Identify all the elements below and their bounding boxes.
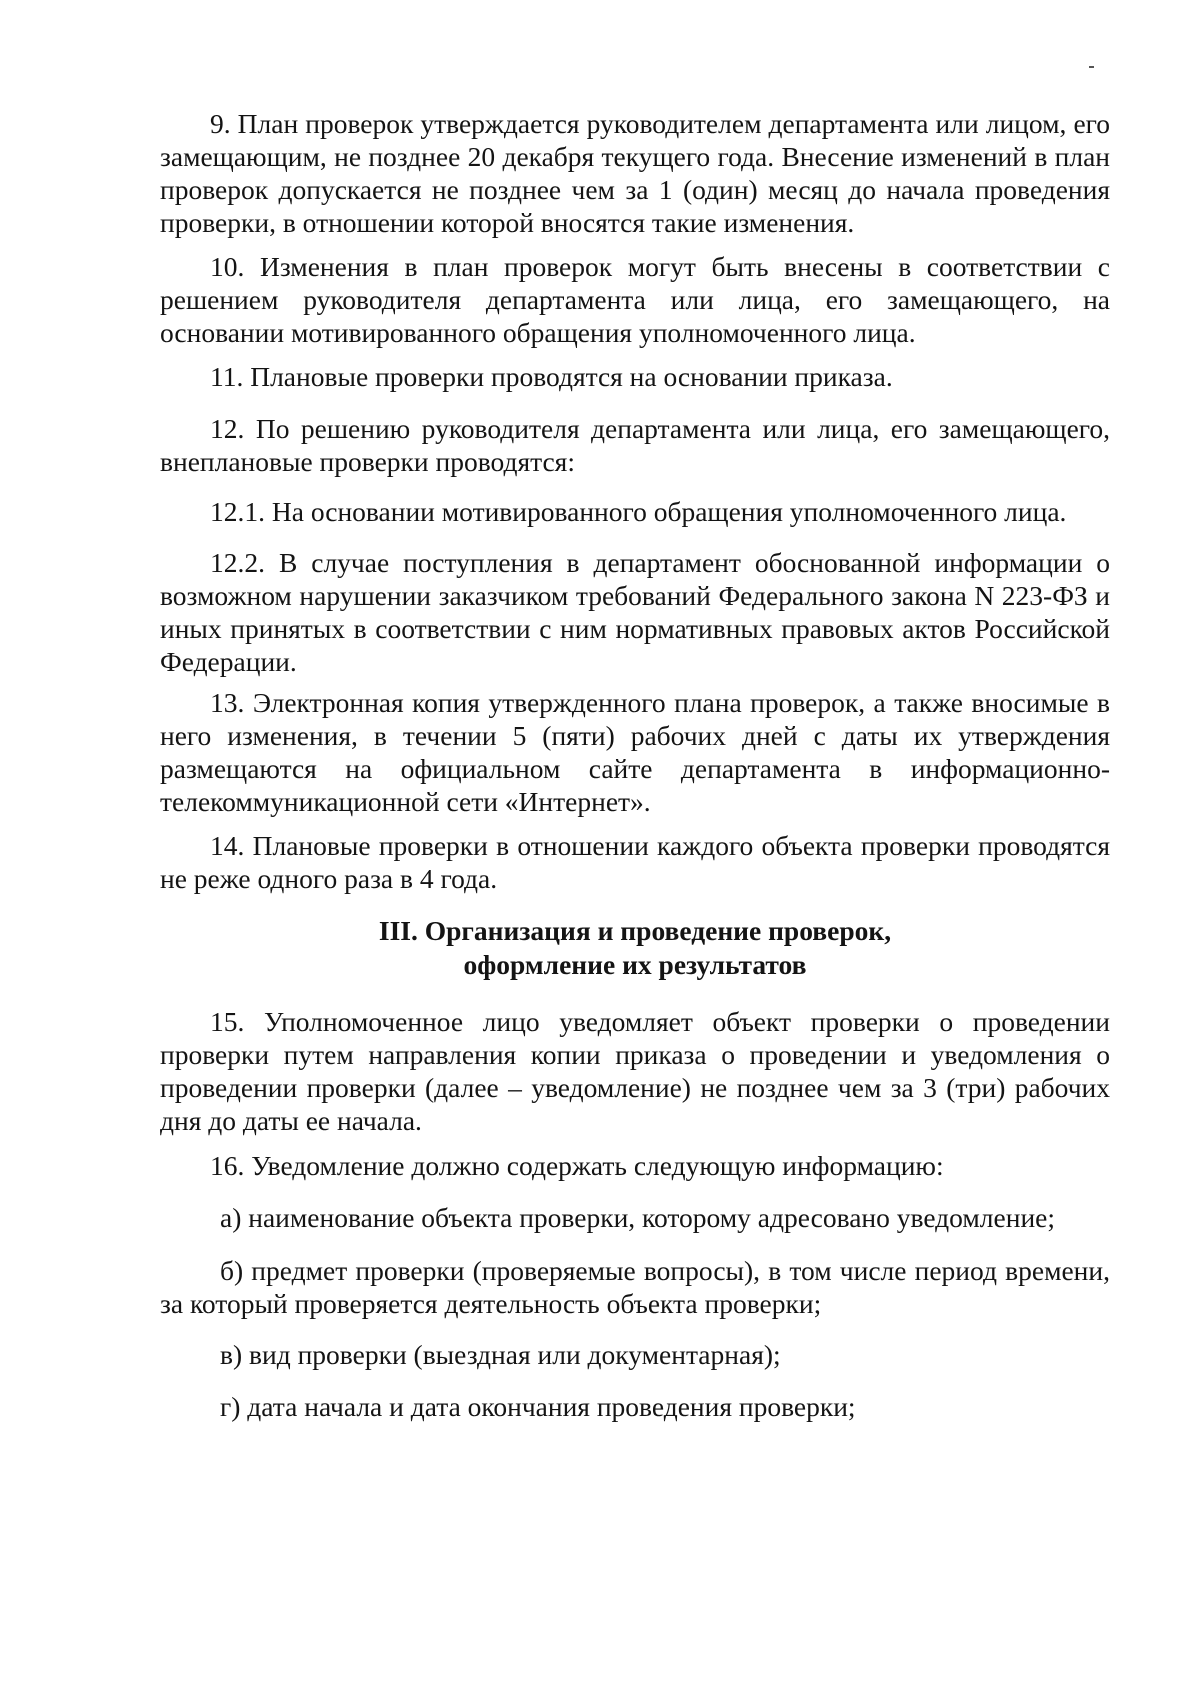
paragraph-15: 15. Уполномоченное лицо уведомляет объект проверки о проведении проверки путем направления копии приказа о проведении и уведомления о проведении проверки (далее – уведомление) не позднее чем за 3 (три) рабочих дня до даты ее начала. bbox=[160, 1006, 1110, 1136]
paragraph-12-2: 12.2. В случае поступления в департамент обоснованной информации о возможном нарушении заказчиком требований Федерального закона N 223-ФЗ и иных принятых в соответствии с ним нормативных правовых актов Российской Федерации. bbox=[160, 547, 1110, 677]
paragraph-11: 11. Плановые проверки проводятся на основании приказа. bbox=[210, 361, 893, 392]
list-item-v: в) вид проверки (выездная или документарная); bbox=[220, 1339, 781, 1370]
paragraph-12-1: 12.1. На основании мотивированного обращения уполномоченного лица. bbox=[210, 496, 1067, 527]
paragraph-16: 16. Уведомление должно содержать следующую информацию: bbox=[210, 1150, 944, 1181]
scan-mark bbox=[1089, 66, 1094, 68]
paragraph-10: 10. Изменения в план проверок могут быть внесены в соответствии с решением руководителя департамента или лица, его замещающего, на основании мотивированного обращения уполномоченного лица. bbox=[160, 251, 1110, 348]
list-item-a: а) наименование объекта проверки, которому адресовано уведомление; bbox=[220, 1202, 1056, 1233]
list-item-b: б) предмет проверки (проверяемые вопросы), в том числе период времени, за который проверяется деятельность объекта проверки; bbox=[160, 1255, 1110, 1319]
section-heading-line-2: оформление их результатов bbox=[463, 949, 807, 980]
section-heading-line-1: III. Организация и проведение проверок, bbox=[378, 915, 892, 946]
section-heading bbox=[160, 914, 1110, 982]
list-item-g: г) дата начала и дата окончания проведения проверки; bbox=[220, 1391, 856, 1422]
paragraph-13: 13. Электронная копия утвержденного плана проверок, а также вносимые в него изменения, в течении 5 (пяти) рабочих дней с даты их утверждения размещаются на официальном сайте департамента в информационно-телекоммуникационной сети «Интернет». bbox=[160, 687, 1110, 817]
paragraph-9: 9. План проверок утверждается руководителем департамента или лицом, его замещающим, не позднее 20 декабря текущего года. Внесение изменений в план проверок допускается не позднее чем за 1 (один) месяц до начала проведения проверки, в отношении которой вносятся такие изменения. bbox=[160, 108, 1110, 238]
paragraph-14: 14. Плановые проверки в отношении каждого объекта проверки проводятся не реже одного раза в 4 года. bbox=[160, 830, 1110, 894]
paragraph-12: 12. По решению руководителя департамента или лица, его замещающего, внеплановые проверки проводятся: bbox=[160, 413, 1110, 477]
